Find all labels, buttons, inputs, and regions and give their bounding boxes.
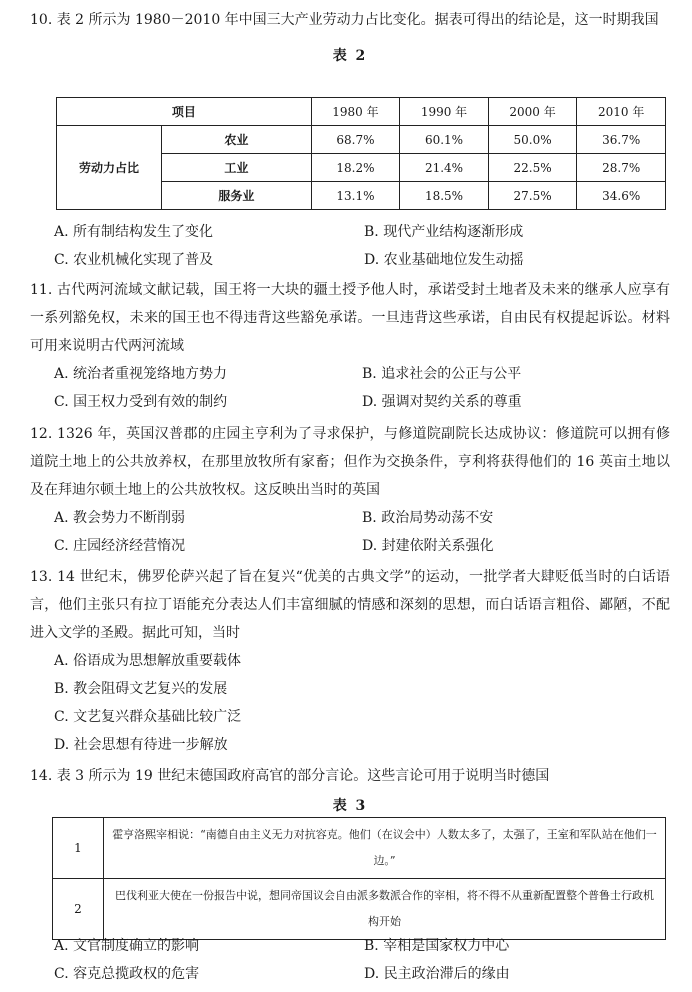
option-a[interactable]: A. 教会势力不断削弱: [54, 510, 186, 526]
table-header-year: 2010 年: [577, 98, 666, 126]
option-d[interactable]: D. 社会思想有待进一步解放: [54, 737, 228, 753]
question-12-stem: 12. 1326 年，英国汉普郡的庄园主亨利为了寻求保护，与修道院副院长达成协议：修道院可以拥有修道院土地上的公共放养权，在那里放牧所有家畜；但作为交换条件，亨利将获得他们的 16 英亩土地以及在拜迪尔顿土地上的公共放牧权。这反映出当时的英国: [30, 426, 670, 498]
option-c[interactable]: C. 容克总揽政权的危害: [54, 966, 200, 982]
table-cell: 21.4%: [400, 154, 489, 182]
question-12: [30, 420, 670, 560]
question-13-stem: 13. 14 世纪末，佛罗伦萨兴起了旨在复兴“优美的古典文学”的运动，一批学者大肆贬低当时的白话语言，他们主张只有拉丁语能充分表达人们丰富细腻的情感和深刻的思想，而白话语言粗俗、鄙陋，不配进入文学的圣殿。据此可知，当时: [30, 569, 670, 641]
question-11: [30, 276, 670, 416]
table-row-label: 工业: [162, 154, 312, 182]
table-cell: 18.5%: [400, 182, 489, 210]
option-d[interactable]: D. 民主政治滞后的缘由: [364, 966, 510, 982]
option-c[interactable]: C. 农业机械化实现了普及: [54, 252, 214, 268]
table-cell: 18.2%: [311, 154, 400, 182]
table-3-row-text: 巴伐利亚大使在一份报告中说，想同帝国议会自由派多数派合作的宰相，将不得不从重新配置整个普鲁士行政机构开始: [104, 879, 666, 940]
table-row: [57, 98, 666, 126]
option-d[interactable]: D. 封建依附关系强化: [362, 538, 494, 554]
table-row-label: 农业: [162, 126, 312, 154]
option-b[interactable]: B. 现代产业结构逐渐形成: [364, 224, 524, 240]
option-a[interactable]: A. 文官制度确立的影响: [54, 938, 200, 954]
table-row-label: 服务业: [162, 182, 312, 210]
question-14: [30, 762, 670, 820]
table-row: [57, 126, 666, 154]
table-cell: 13.1%: [311, 182, 400, 210]
question-11-stem: 11. 古代两河流域文献记载，国王将一大块的疆土授予他人时，承诺受封土地者及未来的继承人应享有一系列豁免权，未来的国王也不得违背这些豁免承诺。一旦违背这些承诺，自由民有权提起诉讼。材料可用来说明古代两河流域: [30, 282, 670, 354]
option-b[interactable]: B. 政治局势动荡不安: [362, 510, 494, 526]
table-cell: 22.5%: [488, 154, 577, 182]
option-d[interactable]: D. 农业基础地位发生动摇: [364, 252, 524, 268]
table-cell: 28.7%: [577, 154, 666, 182]
option-a[interactable]: A. 所有制结构发生了变化: [54, 224, 214, 240]
table-cell: 36.7%: [577, 126, 666, 154]
table-group-label: 劳动力占比: [57, 126, 162, 210]
table-3-row-text: 霍亨洛熙宰相说：“南德自由主义无力对抗容克。他们（在议会中）人数太多了，太强了，王室和军队站在他们一边。”: [104, 818, 666, 879]
question-13: [30, 563, 670, 759]
table-cell: 60.1%: [400, 126, 489, 154]
question-14-options: [54, 932, 674, 988]
table-2: [56, 97, 666, 210]
table-header-year: 1990 年: [400, 98, 489, 126]
table-cell: 50.0%: [488, 126, 577, 154]
table-cell: 27.5%: [488, 182, 577, 210]
table-3-caption: 表 3: [332, 798, 368, 814]
table-header-year: 2000 年: [488, 98, 577, 126]
question-14-stem: 14. 表 3 所示为 19 世纪末德国政府高官的部分言论。这些言论可用于说明当时德国: [30, 768, 550, 784]
question-10: [30, 6, 670, 70]
option-c[interactable]: C. 庄园经济经营惰况: [54, 538, 186, 554]
table-cell: 68.7%: [311, 126, 400, 154]
question-10-options: [54, 218, 674, 274]
table-3: [52, 817, 666, 940]
table-header-item: 项目: [57, 98, 312, 126]
option-a[interactable]: A. 统治者重视笼络地方势力: [54, 366, 228, 382]
table-3-row-number: 2: [53, 879, 104, 940]
table-row: [53, 879, 666, 940]
table-header-year: 1980 年: [311, 98, 400, 126]
option-c[interactable]: C. 文艺复兴群众基础比较广泛: [54, 709, 242, 725]
option-a[interactable]: A. 俗语成为思想解放重要载体: [54, 653, 242, 669]
table-cell: 34.6%: [577, 182, 666, 210]
option-d[interactable]: D. 强调对契约关系的尊重: [362, 394, 522, 410]
table-2-caption: 表 2: [332, 48, 368, 64]
option-b[interactable]: B. 追求社会的公正与公平: [362, 366, 522, 382]
question-10-stem: 10. 表 2 所示为 1980－2010 年中国三大产业劳动力占比变化。据表可得出的结论是，这一时期我国: [30, 12, 659, 28]
option-b[interactable]: B. 教会阻碍文艺复兴的发展: [54, 681, 228, 697]
option-b[interactable]: B. 宰相是国家权力中心: [364, 938, 510, 954]
option-c[interactable]: C. 国王权力受到有效的制约: [54, 394, 228, 410]
table-3-row-number: 1: [53, 818, 104, 879]
table-row: [53, 818, 666, 879]
